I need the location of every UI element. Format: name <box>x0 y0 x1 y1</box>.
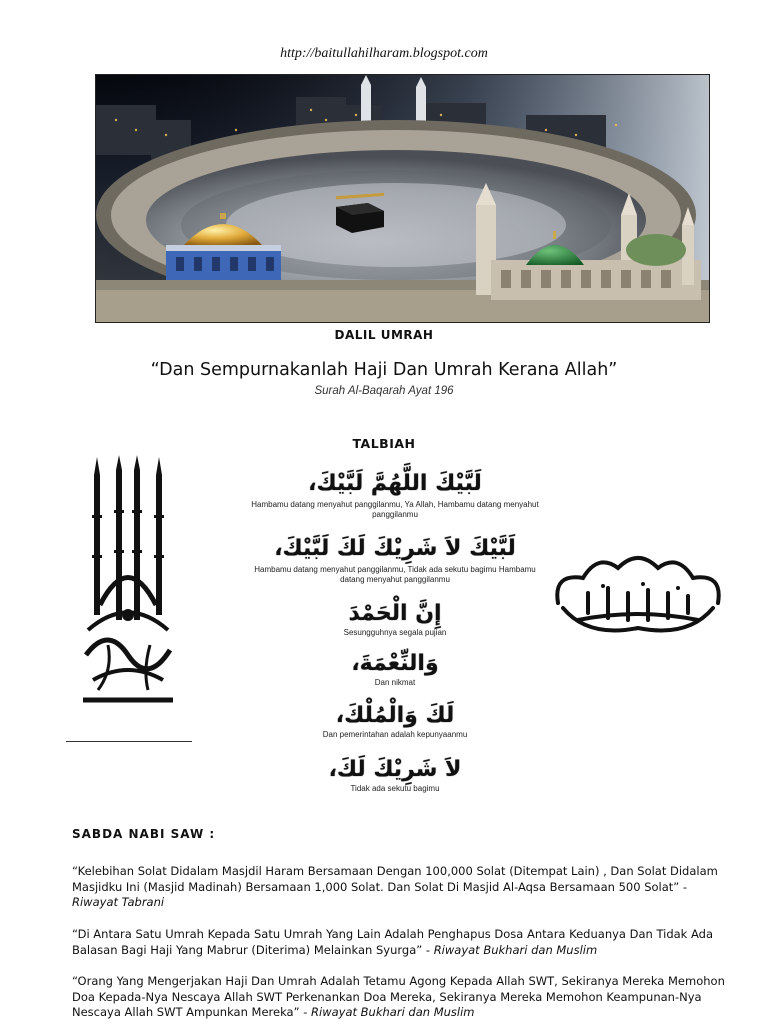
talbiah-arabic: إِنَّ الْحَمْدَ <box>348 601 442 626</box>
hadith-text: “Orang Yang Mengerjakan Haji Dan Umrah Adalah Tetamu Agong Kepada Allah SWT, Sekiranya Mereka Memohon Doa Kepada-Nya Nescaya Allah SWT Perkenankan Doa Mereka, Sekiranya Mereka Memohon Keampunan-Nya Nescaya Allah SWT Ampunkan Mereka” - <box>72 974 725 1019</box>
talbiah-line <box>235 756 555 794</box>
bismillah-calligraphy <box>548 548 728 643</box>
talbiah-gloss: Hambamu datang menyahut panggilanmu, Tidak ada sekutu bagimu Hambamu datang menyahut panggilanmu <box>254 565 536 584</box>
quran-verse: “Dan Sempurnakanlah Haji Dan Umrah Kerana Allah” <box>150 360 618 380</box>
talbiah-arabic: وَالنِّعْمَةَ، <box>351 651 439 676</box>
talbiah-line <box>235 535 555 585</box>
dalil-umrah-heading: DALIL UMRAH <box>334 328 434 342</box>
talbiah-gloss: Sesungguhnya segala pujian <box>343 628 447 637</box>
talbiah-arabic: لَكَ وَالْمُلْكَ، <box>335 703 455 728</box>
hadith-paragraph <box>72 864 732 911</box>
talbiah-arabic: لَبَّيْكَ اللَّهُمَّ لَبَّيْكَ، <box>308 471 482 496</box>
talbiah-line <box>235 702 555 740</box>
talbiah-arabic: لاَ شَرِيْكَ لَكَ، <box>328 757 462 782</box>
talbiah-line <box>235 470 555 520</box>
talbiah-line <box>235 650 555 688</box>
hadith-narrator: Riwayat Bukhari dan Muslim <box>311 1005 475 1019</box>
hadith-narrator: Riwayat Tabrani <box>72 895 165 909</box>
minaret-calligraphy-illustration <box>78 455 178 715</box>
talbiah-arabic: لَبَّيْكَ لاَ شَرِيْكَ لَكَ لَبَّيْكَ، <box>274 536 516 561</box>
hadith-text: “Di Antara Satu Umrah Kepada Satu Umrah Yang Lain Adalah Penghapus Dosa Antara Keduanya Dan Tidak Ada Balasan Bagi Haji Yang Mabrur (Diterima) Melainkan Syurga” - <box>72 927 713 957</box>
talbiah-gloss: Dan pemerintahan adalah kepunyaanmu <box>322 730 468 739</box>
blog-url[interactable]: http://baitullahilharam.blogspot.com <box>280 46 488 61</box>
hadith-narrator: Riwayat Bukhari dan Muslim <box>433 942 598 957</box>
talbiah-gloss: Dan nikmat <box>374 678 416 687</box>
sabda-nabi-heading: SABDA NABI SAW : <box>72 827 216 841</box>
holy-mosques-banner <box>95 74 710 323</box>
talbiah-heading: TALBIAH <box>352 436 416 451</box>
hadith-paragraph <box>72 927 732 958</box>
hadith-paragraph <box>72 974 732 1021</box>
divider <box>66 741 192 742</box>
talbiah-line <box>235 600 555 638</box>
verse-reference: Surah Al-Baqarah Ayat 196 <box>314 385 454 397</box>
talbiah-gloss: Hambamu datang menyahut panggilanmu, Ya Allah, Hambamu datang menyahut panggilanmu <box>251 500 539 519</box>
talbiah-gloss: Tidak ada sekutu bagimu <box>350 784 440 793</box>
hadith-text: “Kelebihan Solat Didalam Masjdil Haram Bersamaan Dengan 100,000 Solat (Ditempat Lain) , Dan Solat Didalam Masjidku Ini (Masjid Madinah) Bersamaan 1,000 Solat. Dan Solat Di Masjid Al-Aqsa Bersamaan 500 Solat” - <box>72 864 718 894</box>
